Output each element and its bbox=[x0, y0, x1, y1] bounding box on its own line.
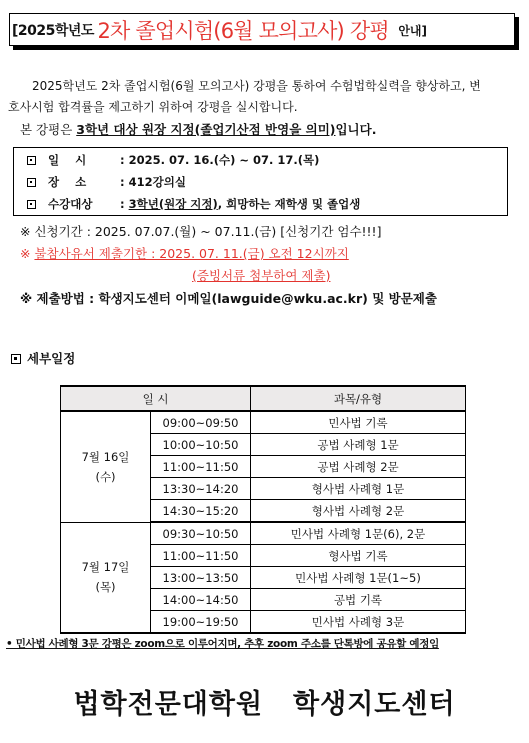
intro-note-underlined: 3학년 대상 원장 지정(졸업기산점 반영을 의미) bbox=[76, 122, 336, 137]
schedule-heading bbox=[11, 349, 75, 367]
info-place-label: 장 소 bbox=[48, 175, 93, 189]
absence-sub bbox=[192, 266, 330, 284]
intro-line-1: 2025학년도 2차 졸업시험(6월 모의고사) 강평을 통하여 수험법학실력을 향상하고, 변 bbox=[32, 79, 481, 93]
schedule-table bbox=[60, 385, 466, 634]
info-place-row bbox=[27, 174, 186, 190]
day-weekday: (수) bbox=[95, 469, 116, 484]
info-date-value: : 2025. 07. 16.(수) ~ 07. 17.(목) bbox=[120, 153, 320, 167]
time-cell: 19:00~19:50 bbox=[151, 611, 251, 634]
footer-signature bbox=[0, 682, 529, 721]
footer-dept: 학생지도센터 bbox=[293, 689, 456, 720]
intro-note bbox=[20, 120, 376, 138]
info-target-row bbox=[27, 196, 360, 212]
square-bullet-icon bbox=[27, 200, 36, 209]
intro-paragraph bbox=[8, 76, 520, 118]
header-day: 일 시 bbox=[61, 386, 251, 411]
subject-cell: 공법 사례형 2문 bbox=[251, 456, 466, 478]
info-target-label: 수강대상 bbox=[48, 197, 93, 211]
day-date: 7월 16일 bbox=[81, 449, 130, 464]
time-cell: 13:30~14:20 bbox=[151, 478, 251, 500]
intro-note-prefix: 본 강평은 bbox=[20, 122, 77, 137]
absence-deadline bbox=[20, 244, 349, 262]
day-weekday: (목) bbox=[95, 580, 116, 595]
day-cell bbox=[61, 522, 151, 633]
time-cell: 09:30~10:50 bbox=[151, 522, 251, 545]
intro-note-suffix: 입니다. bbox=[335, 122, 377, 137]
time-cell: 11:00~11:50 bbox=[151, 545, 251, 567]
time-cell: 14:30~15:20 bbox=[151, 500, 251, 523]
info-box bbox=[13, 147, 508, 216]
subject-cell: 공법 사례형 1문 bbox=[251, 434, 466, 456]
footer-org: 법학전문대학원 bbox=[73, 689, 264, 720]
subject-cell: 민사법 사례형 1문(1~5) bbox=[251, 567, 466, 589]
subject-cell: 형사법 기록 bbox=[251, 545, 466, 567]
title-suffix: 안내] bbox=[398, 23, 427, 38]
subject-cell: 민사법 사례형 1문(6), 2문 bbox=[251, 522, 466, 545]
subject-cell: 형사법 사례형 2문 bbox=[251, 500, 466, 523]
square-bullet-icon bbox=[27, 178, 36, 187]
schedule-heading-text: 세부일정 bbox=[27, 351, 76, 366]
footnote: • 민사법 사례형 3문 강평은 zoom으로 이루어지며, 추후 zoom 주소를 단톡방에 공유할 예정임 bbox=[6, 638, 439, 650]
time-cell: 11:00~11:50 bbox=[151, 456, 251, 478]
subject-cell: 민사법 사례형 3문 bbox=[251, 611, 466, 634]
info-place-value: : 412강의실 bbox=[120, 175, 186, 189]
time-cell: 13:00~13:50 bbox=[151, 567, 251, 589]
intro-line-2: 호사시험 합격률을 제고하기 위하여 강평을 실시합니다. bbox=[8, 100, 298, 114]
absence-prefix: ※ bbox=[20, 246, 35, 261]
day-date: 7월 17일 bbox=[81, 560, 130, 575]
time-cell: 14:00~14:50 bbox=[151, 589, 251, 611]
title-main: 2차 졸업시험(6월 모의고사) 강평 bbox=[97, 19, 389, 43]
subject-cell: 공법 기록 bbox=[251, 589, 466, 611]
info-target-colon: : bbox=[120, 197, 129, 211]
table-row bbox=[61, 522, 466, 545]
info-date-label: 일 시 bbox=[48, 153, 93, 167]
header-subject: 과목/유형 bbox=[251, 386, 466, 411]
absence-sub-text: (증빙서류 첨부하여 제출) bbox=[192, 268, 331, 283]
square-bullet-icon bbox=[11, 354, 21, 364]
info-date-row bbox=[27, 152, 319, 168]
absence-deadline-text: 불참사유서 제출기한 : 2025. 07. 11.(금) 오전 12시까지 bbox=[34, 246, 349, 261]
apply-period: ※ 신청기간 : 2025. 07.07.(월) ~ 07.11.(금) [신청기간 엄수!!!] bbox=[20, 224, 382, 239]
title-prefix: [2025학년도 bbox=[12, 23, 94, 39]
document-title bbox=[12, 15, 512, 45]
info-target-rest: , 희망하는 재학생 및 졸업생 bbox=[217, 197, 361, 211]
square-bullet-icon bbox=[27, 156, 36, 165]
time-cell: 09:00~09:50 bbox=[151, 411, 251, 434]
table-header-row bbox=[61, 386, 466, 411]
day-cell bbox=[61, 411, 151, 522]
submit-method: ※ 제출방법 : 학생지도센터 이메일(lawguide@wku.ac.kr) 및 방문제출 bbox=[20, 291, 437, 306]
subject-cell: 민사법 기록 bbox=[251, 411, 466, 434]
info-target-underlined: 3학년(원장 지정) bbox=[128, 197, 218, 211]
time-cell: 10:00~10:50 bbox=[151, 434, 251, 456]
subject-cell: 형사법 사례형 1문 bbox=[251, 478, 466, 500]
table-row bbox=[61, 411, 466, 434]
